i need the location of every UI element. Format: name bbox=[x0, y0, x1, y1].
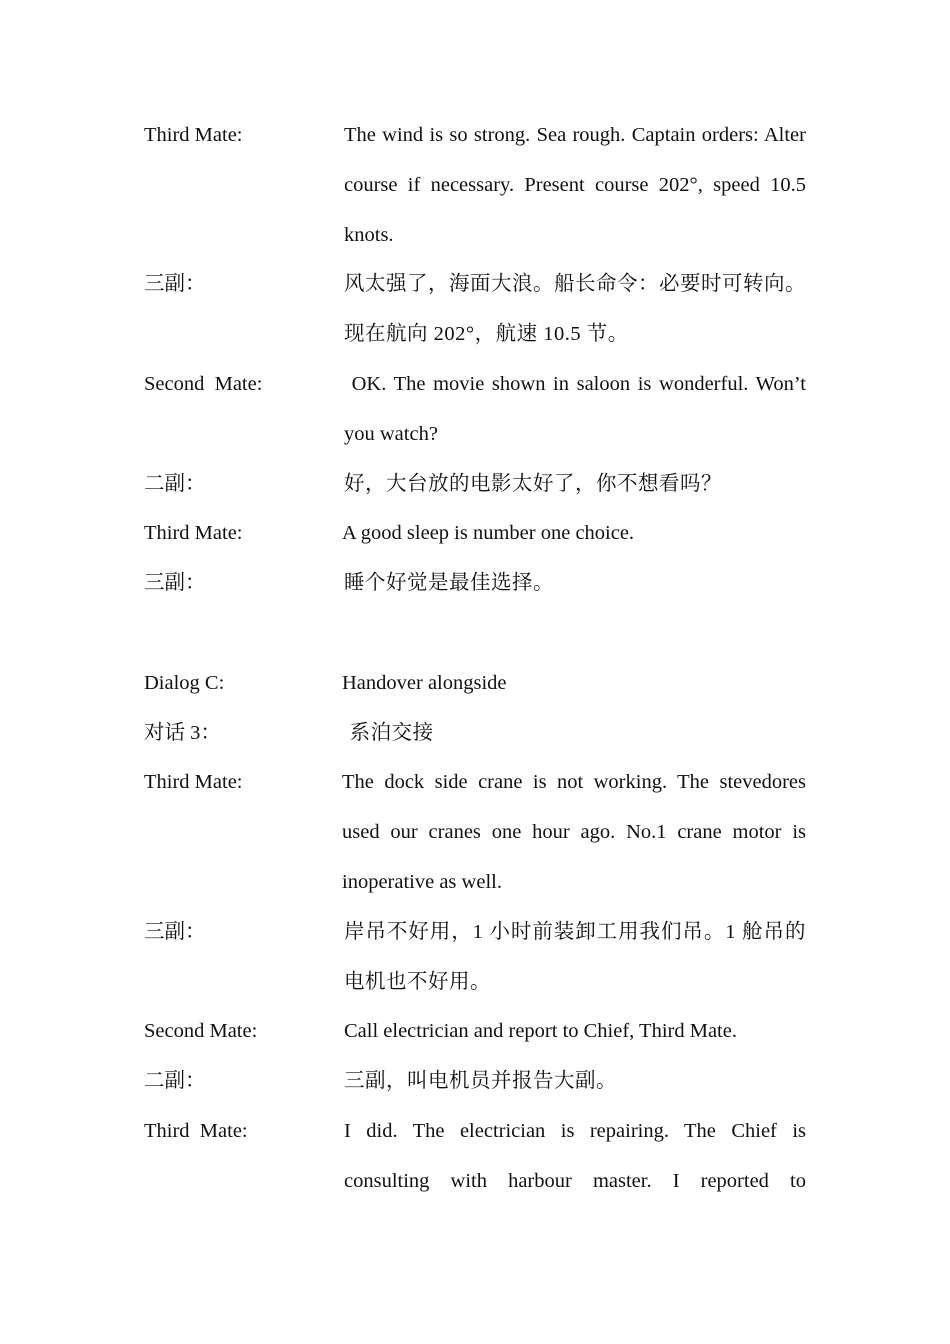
dialog-line: OK. The movie shown in saloon is wonderful. Won’t you watch? bbox=[344, 372, 812, 445]
dialog-line: I did. The electrician is repairing. The Chief is consulting with harbour master. I reported to bbox=[344, 1119, 806, 1192]
speaker-label: 二副： bbox=[144, 1070, 206, 1093]
dialog-line-translation: 风太强了，海面大浪。船长命令：必要时可转向。现在航向 202°，航速 10.5 节。 bbox=[344, 273, 806, 346]
dialog-row bbox=[144, 1007, 806, 1057]
speaker-label: Second Mate: bbox=[144, 372, 263, 395]
section-title: 系泊交接 bbox=[344, 721, 434, 744]
dialog-row bbox=[144, 460, 806, 510]
section-title: Handover alongside bbox=[342, 671, 507, 694]
speaker-label: Third Mate: bbox=[144, 522, 243, 545]
dialog-line-translation: 好，大台放的电影太好了，你不想看吗？ bbox=[344, 472, 722, 495]
section-spacer bbox=[144, 609, 806, 659]
dialog-row bbox=[144, 509, 806, 559]
dialog-line: A good sleep is number one choice. bbox=[342, 522, 635, 545]
dialog-row bbox=[144, 360, 812, 460]
dialog-line-translation: 岸吊不好用，1 小时前装卸工用我们吊。1 舱吊的电机也不好用。 bbox=[344, 920, 806, 993]
dialog-line: Call electrician and report to Chief, Third Mate. bbox=[344, 1020, 737, 1043]
speaker-label: 三副： bbox=[144, 572, 206, 595]
section-heading-translation bbox=[144, 709, 806, 759]
dialog-row bbox=[144, 260, 806, 360]
speaker-label: 三副： bbox=[144, 920, 206, 943]
section-heading bbox=[144, 659, 806, 709]
speaker-label: Third Mate: bbox=[144, 1119, 248, 1142]
dialog-row bbox=[144, 559, 806, 609]
dialog-row bbox=[144, 758, 806, 907]
dialog-row bbox=[144, 908, 806, 1008]
speaker-label: Third Mate: bbox=[144, 771, 243, 794]
section-label: 对话 3： bbox=[144, 721, 221, 744]
section-label: Dialog C: bbox=[144, 671, 225, 694]
dialog-row bbox=[144, 111, 806, 260]
dialog-line-translation: 睡个好觉是最佳选择。 bbox=[344, 572, 554, 595]
speaker-label: 三副： bbox=[144, 273, 206, 296]
dialog-line-translation: 三副，叫电机员并报告大副。 bbox=[344, 1070, 617, 1093]
dialog-transcript bbox=[144, 111, 812, 1207]
dialog-line: The wind is so strong. Sea rough. Captain orders: Alter course if necessary. Present course 202°, speed 10.5 knots. bbox=[344, 124, 806, 246]
dialog-row bbox=[144, 1057, 806, 1107]
dialog-row bbox=[144, 1107, 806, 1207]
speaker-label: 二副： bbox=[144, 472, 206, 495]
speaker-label: Second Mate: bbox=[144, 1020, 258, 1043]
speaker-label: Third Mate: bbox=[144, 124, 243, 146]
dialog-line: The dock side crane is not working. The stevedores used our cranes one hour ago. No.1 crane motor is inoperative as well. bbox=[342, 771, 806, 893]
